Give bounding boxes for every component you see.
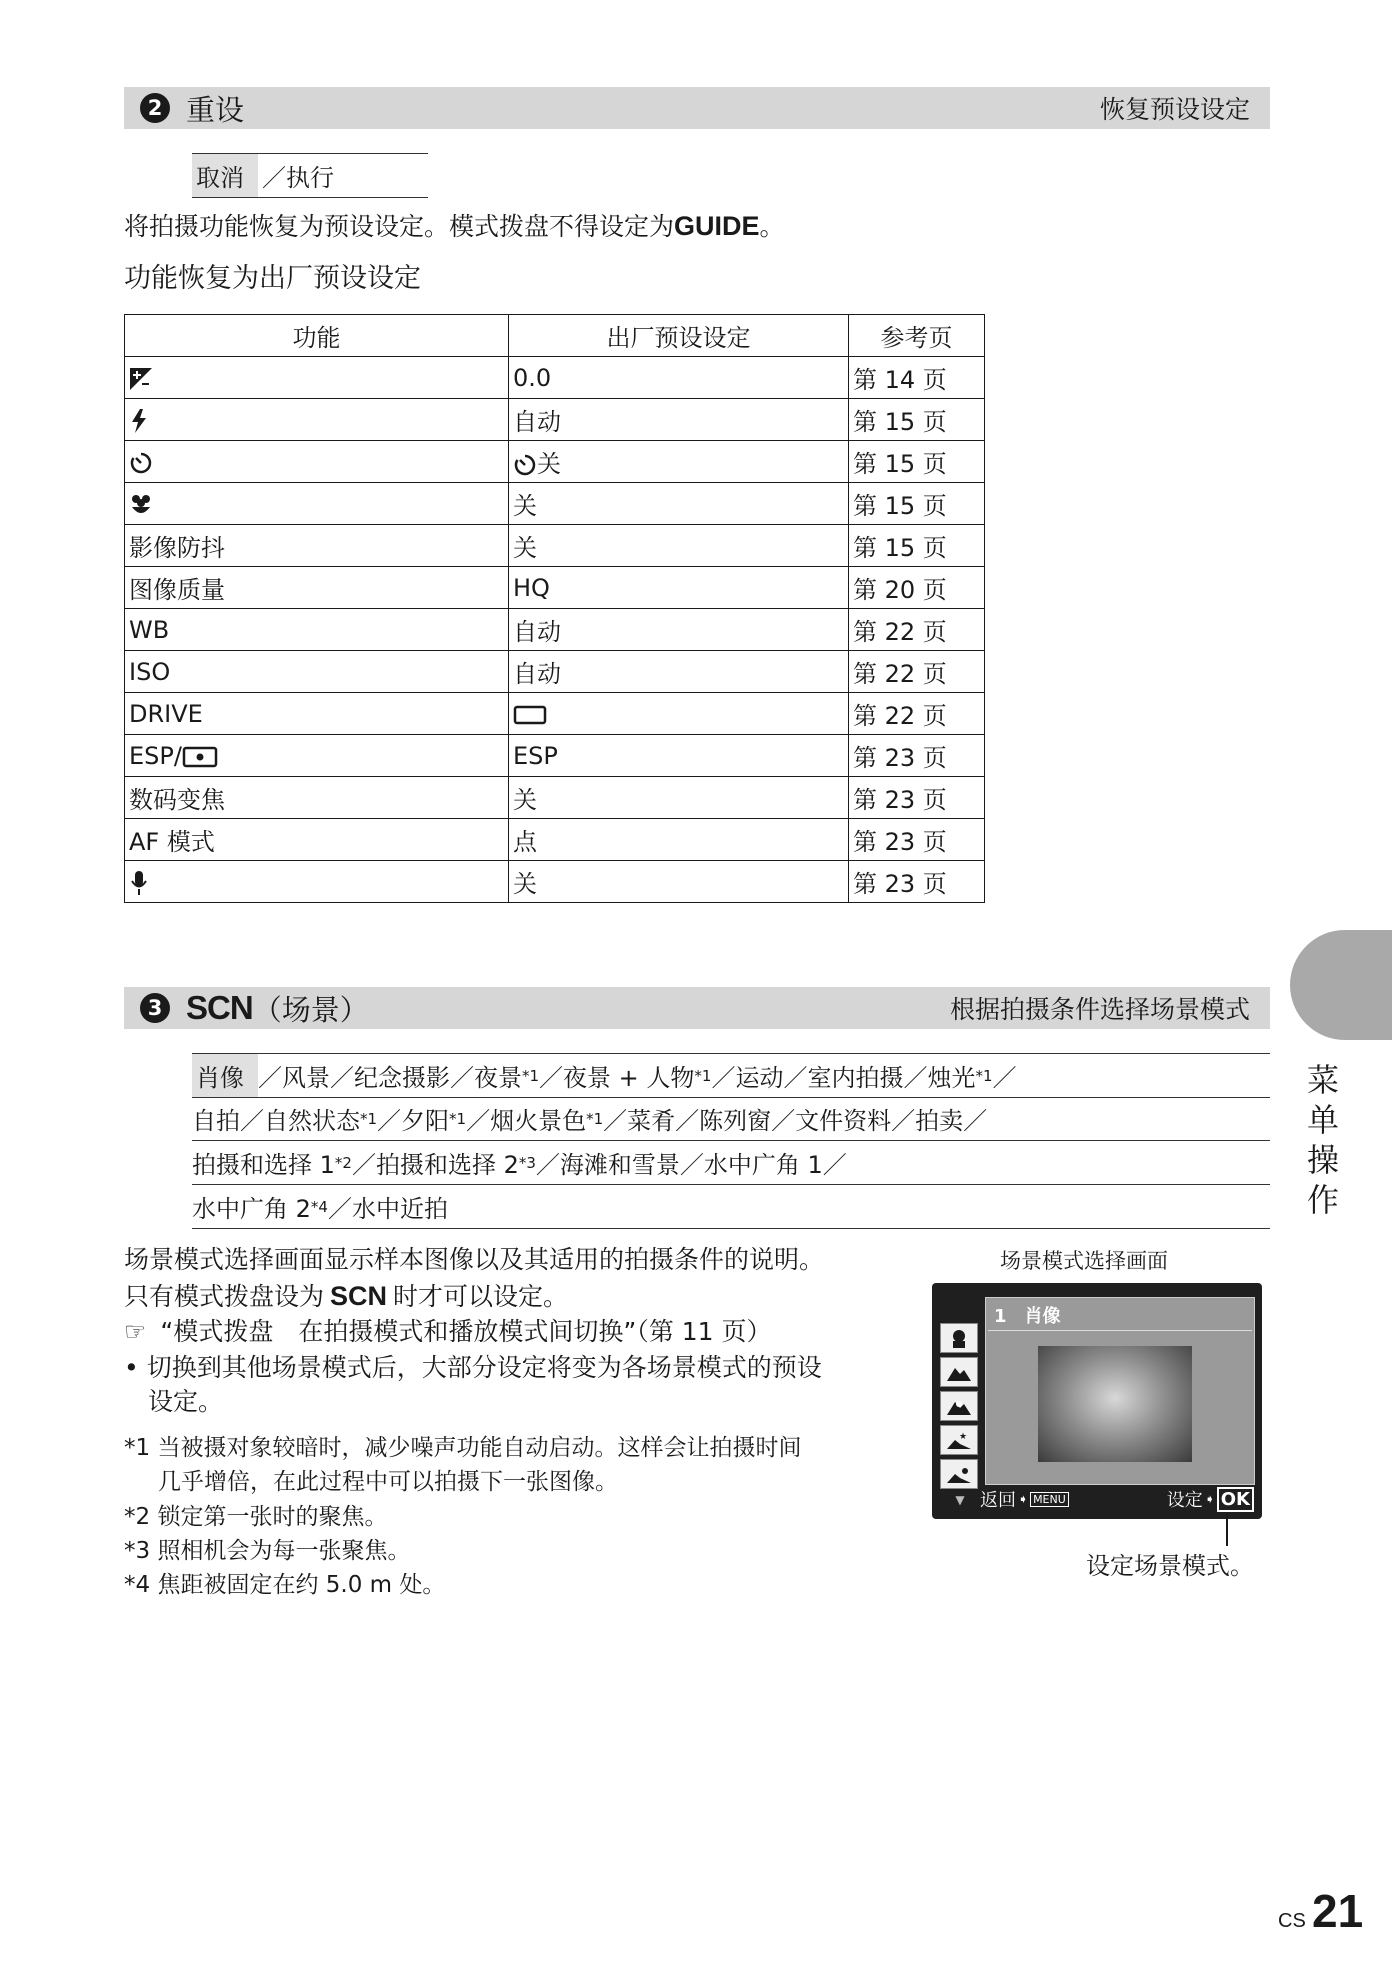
self-timer-icon [513, 453, 537, 477]
callout-text: 设定场景模式。 [1086, 1552, 1254, 1580]
table-row: WB 自动 第 22 页 [125, 609, 985, 651]
reset-defaults-table [124, 314, 985, 903]
side-tab [1290, 930, 1392, 1040]
footnote-3: *3 照相机会为每一张聚焦。 [124, 1538, 411, 1564]
scene-description-2: 只有模式拨盘设为 SCN 时才可以设定。 [124, 1281, 569, 1311]
guide-label: GUIDE [674, 211, 760, 241]
footnote-1-cont: 几乎增倍，在此过程中可以拍摄下一张图像。 [158, 1469, 618, 1495]
header-default: 出厂预设设定 [509, 315, 849, 357]
scene-bullet-2: 设定。 [148, 1387, 224, 1416]
night-portrait-icon[interactable] [940, 1459, 978, 1489]
microphone-icon [129, 870, 149, 896]
ok-button[interactable]: OK [1217, 1487, 1254, 1512]
scn-label: SCN [186, 989, 253, 1026]
section-title: （场景） [252, 992, 369, 1027]
reset-option-selected[interactable]: 取消 [192, 154, 258, 197]
reset-section-header [124, 87, 1270, 129]
page-number: 21 [1312, 1885, 1364, 1937]
reset-option-rest[interactable]: ／执行 [262, 164, 334, 192]
scroll-down-icon[interactable]: ▼ [955, 1493, 965, 1507]
scene-bullet-1: • 切换到其他场景模式后，大部分设定将变为各场景模式的预设 [124, 1353, 822, 1382]
menu-button[interactable]: MENU [1030, 1492, 1069, 1507]
header-function: 功能 [125, 315, 509, 357]
table-row: ISO 自动 第 22 页 [125, 651, 985, 693]
table-row: ESP/ ESP 第 23 页 [125, 735, 985, 777]
svg-text:★: ★ [959, 1432, 968, 1442]
table-row: AF 模式 点 第 23 页 [125, 819, 985, 861]
arrow-icon: ➧ [1018, 1492, 1029, 1506]
landscape-icon[interactable] [940, 1357, 978, 1387]
macro-icon [129, 493, 153, 517]
footnote-4: *4 焦距被固定在约 5.0 m 处。 [124, 1572, 446, 1598]
set-label: 设定 [1166, 1490, 1203, 1511]
table-row: 0.0 第 14 页 [125, 357, 985, 399]
table-row: 关 第 15 页 [125, 441, 985, 483]
screen-footer [980, 1485, 1254, 1513]
callout-line [1226, 1513, 1228, 1546]
scene-reference: ☞ “模式拨盘 在拍摄模式和播放模式间切换”（第 11 页） [124, 1317, 772, 1346]
table-heading: 功能恢复为出厂预设设定 [124, 263, 421, 294]
section-number: 2 [140, 93, 170, 123]
table-row: 自动 第 15 页 [125, 399, 985, 441]
scene-icon-list [940, 1323, 980, 1507]
table-row: 关 第 23 页 [125, 861, 985, 903]
table-row: 图像质量 HQ 第 20 页 [125, 567, 985, 609]
scene-title: 1 肖像 [994, 1306, 1061, 1327]
section-subtitle: 根据拍摄条件选择场景模式 [949, 995, 1250, 1024]
self-timer-icon [129, 451, 153, 475]
scene-description-1: 场景模式选择画面显示样本图像以及其适用的拍摄条件的说明。 [124, 1245, 825, 1274]
portrait-icon[interactable] [940, 1323, 978, 1353]
scene-select-screen [932, 1283, 1262, 1519]
flash-icon [129, 408, 149, 434]
scene-option-selected[interactable]: 肖像 [192, 1054, 258, 1097]
side-tab-label: 菜单操作 [1306, 1061, 1339, 1219]
language-code: CS [1278, 1910, 1306, 1932]
arrow-icon: ➧ [1204, 1492, 1215, 1506]
table-row: DRIVE 第 22 页 [125, 693, 985, 735]
section-number: 3 [140, 993, 170, 1023]
header-page: 参考页 [849, 315, 985, 357]
table-row: 影像防抖 关 第 15 页 [125, 525, 985, 567]
scene-preview-panel [985, 1297, 1255, 1485]
table-row: 数码变焦 关 第 23 页 [125, 777, 985, 819]
footnote-2: *2 锁定第一张时的聚焦。 [124, 1504, 388, 1530]
table-header-row [125, 315, 985, 357]
single-shot-icon [513, 705, 547, 725]
screen-caption: 场景模式选择画面 [1000, 1249, 1168, 1273]
landscape-portrait-icon[interactable] [940, 1391, 978, 1421]
reset-options [192, 153, 428, 198]
scene-options-row-2: 自拍／自然状态 *1 ／夕阳 *1 ／烟火景色 *1 ／菜肴／陈列窗／文件资料／拍卖／ [192, 1097, 1270, 1141]
scene-options-row-4: 水中广角 2 *4 ／水中近拍 [192, 1185, 1270, 1229]
footnote-1: *1 当被摄对象较暗时，减少噪声功能自动启动。这样会让拍摄时间 [124, 1435, 802, 1461]
table-row: 关 第 15 页 [125, 483, 985, 525]
reset-description: 将拍摄功能恢复为预设设定。模式拨盘不得设定为GUIDE。 [124, 211, 785, 241]
exposure-compensation-icon [129, 367, 153, 391]
scn-label: SCN [330, 1281, 388, 1311]
night-scene-icon[interactable] [940, 1425, 978, 1455]
scene-options-row-1: 肖像 ／风景／纪念摄影／夜景 *1 ／夜景 + 人物 *1 ／运动／室内拍摄／烛光 *1 ／ [192, 1053, 1270, 1098]
section-subtitle: 恢复预设设定 [1099, 95, 1250, 124]
scene-section-header [124, 987, 1270, 1029]
spot-metering-icon [182, 746, 218, 768]
back-label: 返回 [980, 1490, 1016, 1511]
scene-options-row-3: 拍摄和选择 1 *2 ／拍摄和选择 2 *3 ／海滩和雪景／水中广角 1／ [192, 1141, 1270, 1185]
section-title: 重设 [186, 92, 245, 127]
reference-icon: ☞ [124, 1317, 147, 1346]
sample-photo [1038, 1346, 1192, 1462]
